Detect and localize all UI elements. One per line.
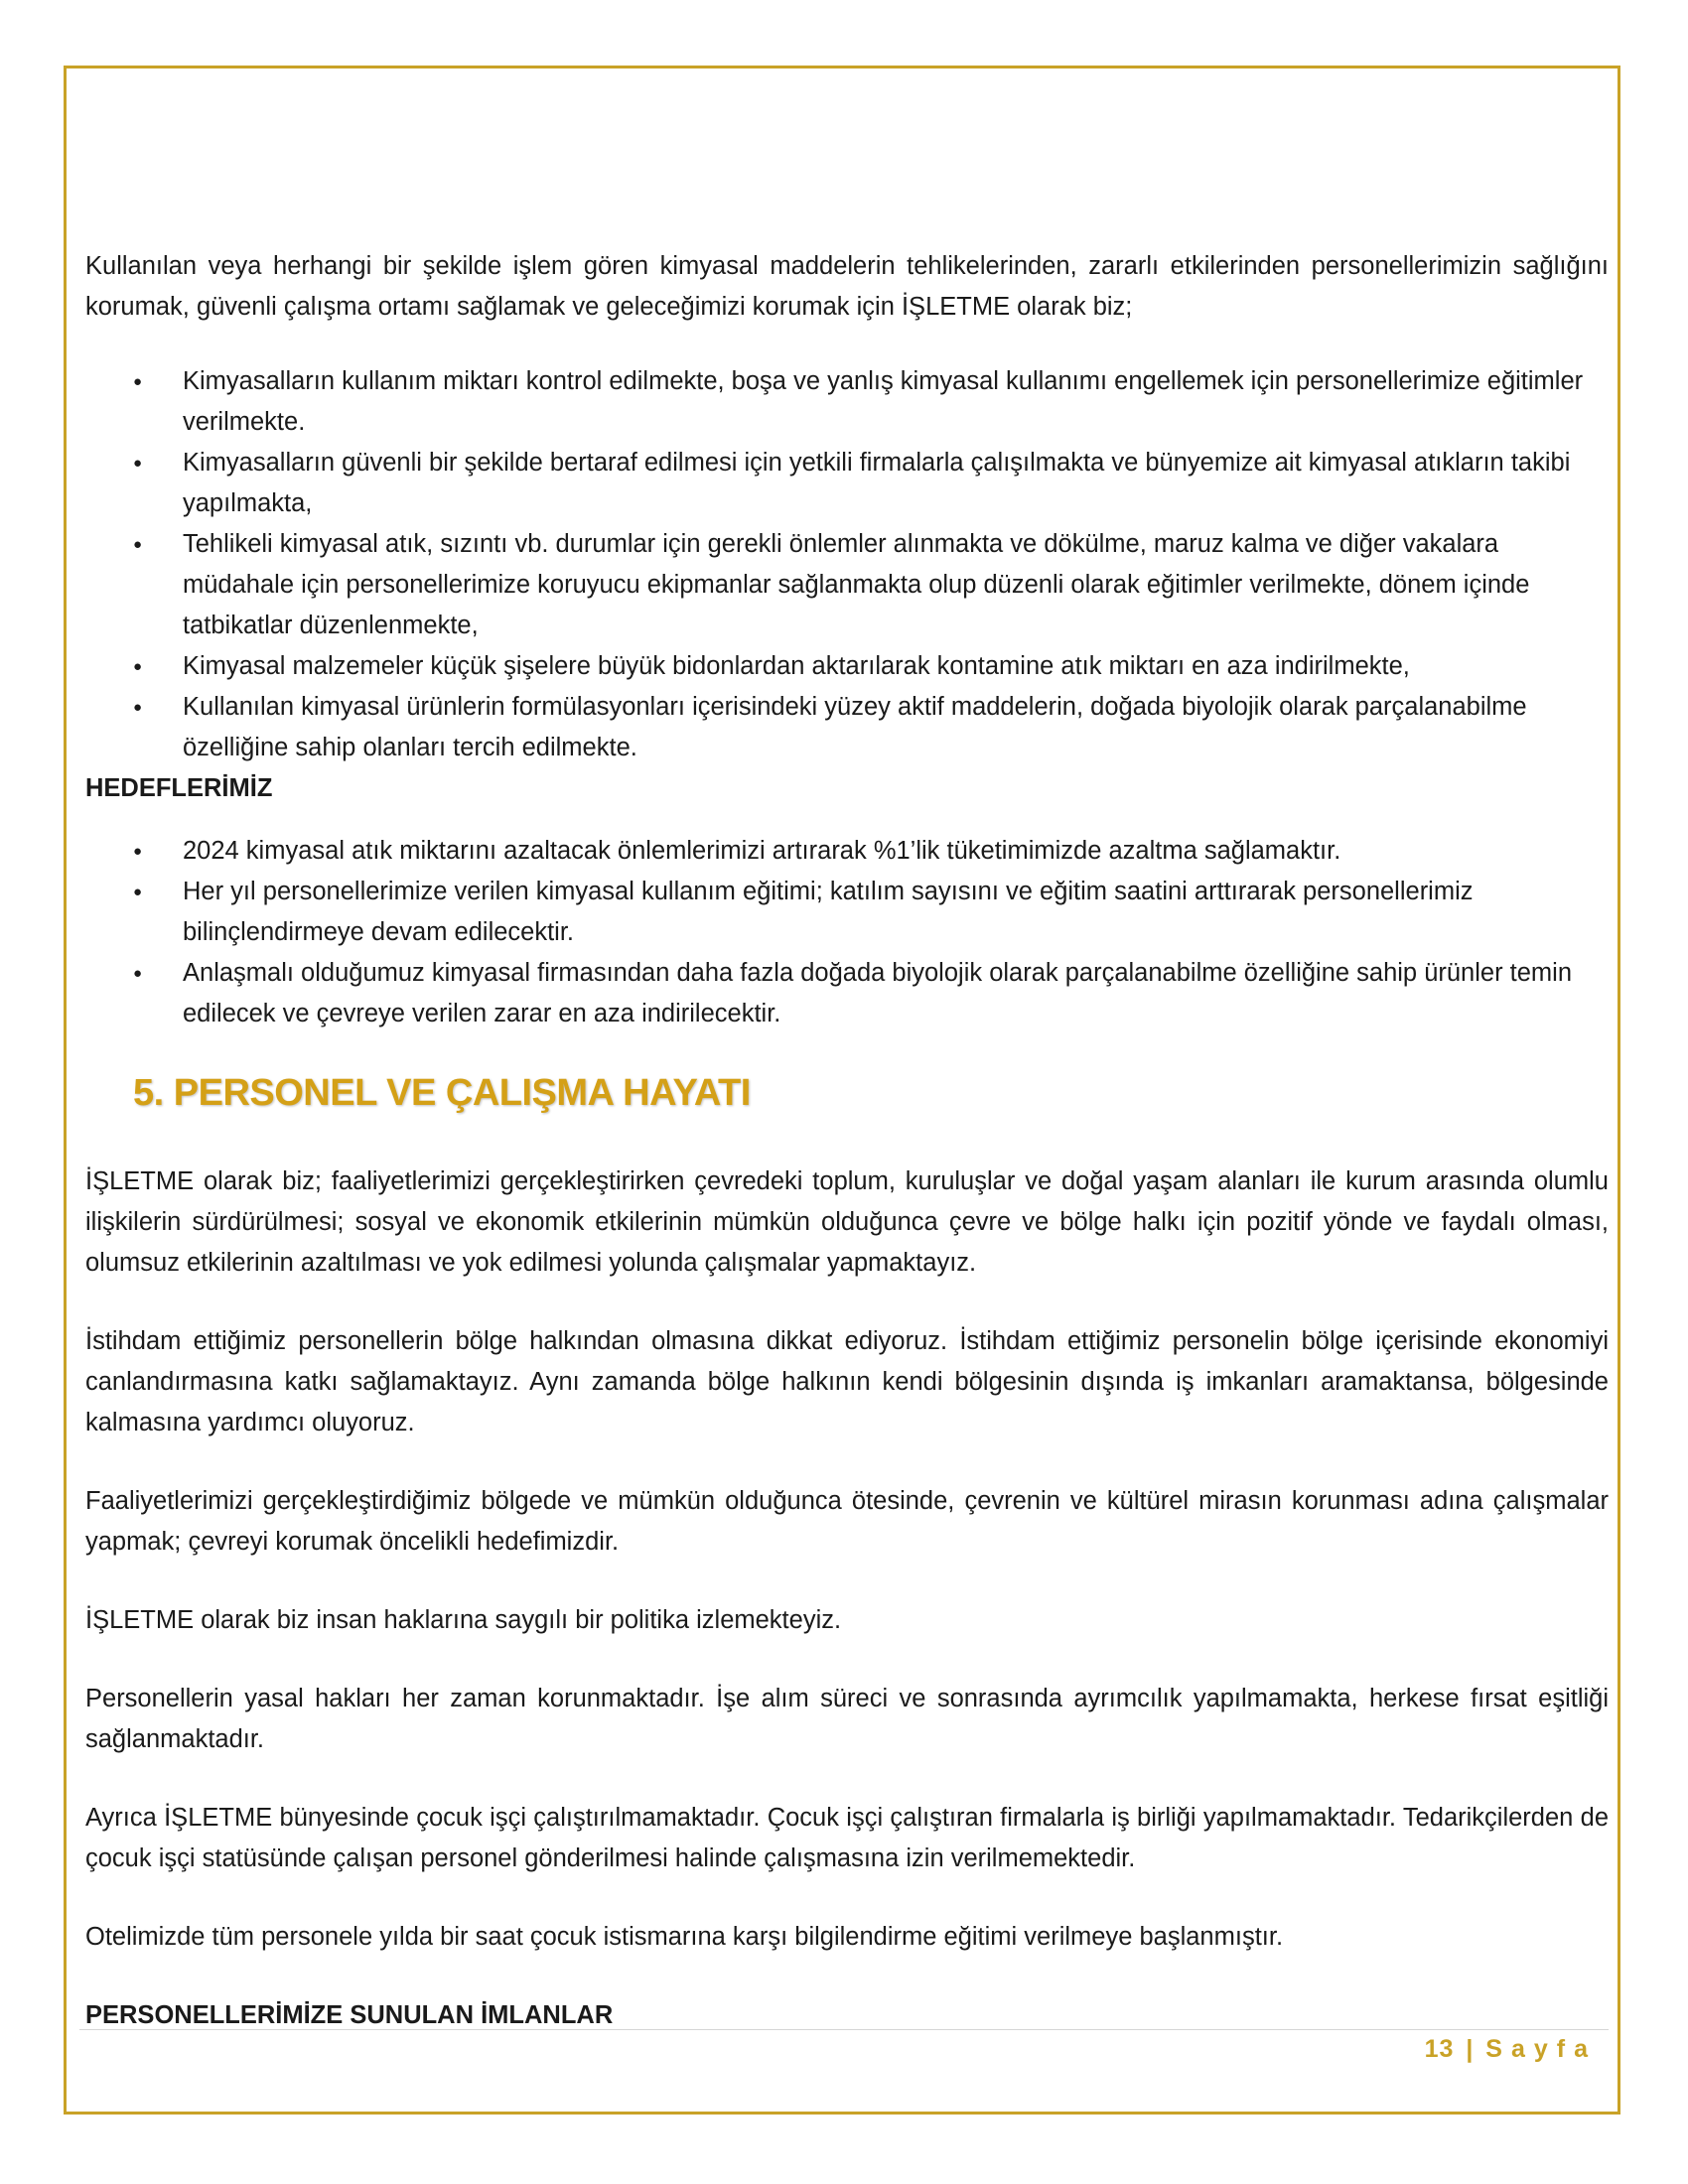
goals-heading: HEDEFLERİMİZ <box>85 774 273 802</box>
list-item: ● Anlaşmalı olduğumuz kimyasal firmasından daha fazla doğada biyolojik olarak parçalanabilme özelliğine sahip ürünler temin edilecek ve çevreye verilen zarar en aza indirilecektir. <box>85 953 1609 1034</box>
paragraph: Otelimizde tüm personele yılda bir saat çocuk istismarına karşı bilgilendirme eğitimi verilmeye başlanmıştır. <box>85 1923 1284 1951</box>
benefits-heading: PERSONELLERİMİZE SUNULAN İMLANLAR <box>85 2001 614 2029</box>
page-label: Sayfa <box>1485 2035 1597 2063</box>
list-item: ● Kimyasalların güvenli bir şekilde bertaraf edilmesi için yetkili firmalarla çalışılmakta ve bünyemize ait kimyasal atıkların takibi yapılmakta, <box>85 443 1609 524</box>
paragraph: İŞLETME olarak biz insan haklarına saygılı bir politika izlemekteyiz. <box>85 1606 842 1634</box>
paragraph: Faaliyetlerimizi gerçekleştirdiğimiz bölgede ve mümkün olduğunca ötesinde, çevrenin ve kültürel mirasın korunması adına çalışmalar yapmak; çevreyi korumak öncelikli hedefimizdir. <box>85 1487 1609 1556</box>
page-content <box>85 246 1609 2036</box>
list-item: ● Kullanılan kimyasal ürünlerin formülasyonları içerisindeki yüzey aktif maddelerin, doğada biyolojik olarak parçalanabilme özelliğine sahip olanları tercih edilmekte. <box>85 687 1609 768</box>
footer-divider <box>79 2029 1609 2030</box>
page-footer <box>1425 2035 1597 2064</box>
section-title: 5. PERSONEL VE ÇALIŞMA HAYATI <box>133 1072 751 1114</box>
page-number: 13 <box>1424 2035 1455 2063</box>
paragraph: İstihdam ettiğimiz personellerin bölge halkından olmasına dikkat ediyoruz. İstihdam ettiğimiz personelin bölge içerisinde ekonomiyi canlandırmasına katkı sağlamaktayız. Aynı zamanda bölge halkının kendi bölgesinin dışında iş imkanları aramaktansa, bölgesinde kalmasına yardımcı oluyoruz. <box>85 1327 1609 1436</box>
goals-list <box>85 831 1609 1034</box>
paragraph: Ayrıca İŞLETME bünyesinde çocuk işçi çalıştırılmamaktadır. Çocuk işçi çalıştıran firmalarla iş birliği yapılmamaktadır. Tedarikçilerden de çocuk işçi statüsünde çalışan personel gönderilmesi halinde çalışmasına izin verilmemektedir. <box>85 1804 1609 1872</box>
list-item: ● 2024 kimyasal atık miktarını azaltacak önlemlerimizi artırarak %1’lik tüketimimizde azaltma sağlamaktır. <box>85 831 1609 872</box>
list-item: ● Tehlikeli kimyasal atık, sızıntı vb. durumlar için gerekli önlemler alınmakta ve dökülme, maruz kalma ve diğer vakalara müdahale için personellerimize koruyucu ekipmanlar sağlanmakta olup düzenli olarak eğitimler verilmekte, dönem içinde tatbikatlar düzenlenmekte, <box>85 524 1609 646</box>
paragraph: İŞLETME olarak biz; faaliyetlerimizi gerçekleştirirken çevredeki toplum, kuruluşlar ve doğal yaşam alanları ile kurum arasında olumlu ilişkilerin sürdürülmesi; sosyal ve ekonomik etkilerinin mümkün olduğunca çevre ve bölge halkı için pozitif yönde ve faydalı olması, olumsuz etkilerinin azaltılması ve yok edilmesi yolunda çalışmalar yapmaktayız. <box>85 1167 1609 1277</box>
list-item: ● Her yıl personellerimize verilen kimyasal kullanım eğitimi; katılım sayısını ve eğitim saatini arttırarak personellerimiz bilinçlendirmeye devam edilecektir. <box>85 872 1609 953</box>
measures-list <box>85 361 1609 768</box>
intro-paragraph: Kullanılan veya herhangi bir şekilde işlem gören kimyasal maddelerin tehlikelerinden, zararlı etkilerinden personellerimizin sağlığını korumak, güvenli çalışma ortamı sağlamak ve geleceğimizi korumak için İŞLETME olarak biz; <box>85 252 1609 321</box>
paragraph: Personellerin yasal hakları her zaman korunmaktadır. İşe alım süreci ve sonrasında ayrımcılık yapılmamakta, herkese fırsat eşitliği sağlanmaktadır. <box>85 1685 1609 1753</box>
footer-separator: | <box>1466 2035 1475 2063</box>
list-item: ● Kimyasal malzemeler küçük şişelere büyük bidonlardan aktarılarak kontamine atık miktarı en aza indirilmekte, <box>85 646 1609 687</box>
list-item: ● Kimyasalların kullanım miktarı kontrol edilmekte, boşa ve yanlış kimyasal kullanımı engellemek için personellerimize eğitimler verilmekte. <box>85 361 1609 443</box>
